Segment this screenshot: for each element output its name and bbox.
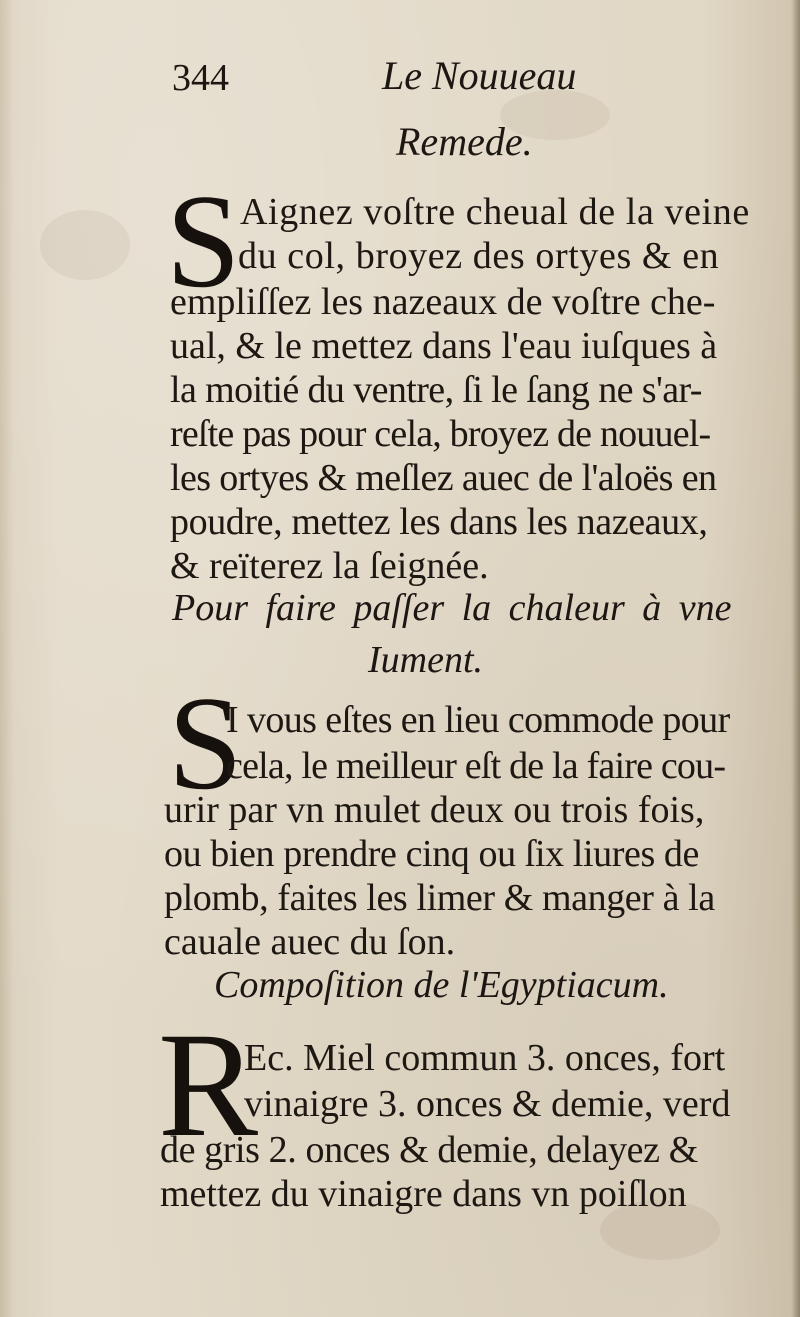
text-line: empliſſez les nazeaux de voſtre che- — [170, 281, 716, 323]
text-line: du col, broyez des ortyes & en — [238, 235, 720, 277]
page-edge-shadow — [792, 0, 800, 1317]
text-line: poudre, mettez les dans les nazeaux, — [170, 501, 708, 543]
text-line: la moitié du ventre, ſi le ſang ne s'ar- — [170, 369, 702, 411]
text-line: les ortyes & meſlez auec de l'aloës en — [170, 457, 717, 499]
section-heading-continued: Iument. — [368, 639, 484, 681]
section-heading: Remede. — [396, 119, 533, 164]
drop-cap: S — [166, 167, 241, 315]
text-line: cela, le meilleur eſt de la faire cou- — [226, 745, 726, 787]
drop-cap: S — [168, 669, 243, 817]
text-line: ou bien prendre cinq ou ſix liures de — [164, 833, 699, 875]
text-line: ual, & le mettez dans l'eau iuſques à — [170, 325, 718, 367]
text-line: de gris 2. onces & demie, delayez & — [160, 1129, 698, 1171]
text-line: Ec. Miel commun 3. onces, fort — [244, 1037, 726, 1079]
text-line: vinaigre 3. onces & demie, verd — [244, 1083, 731, 1125]
running-title: Le Nouueau — [382, 53, 577, 98]
text-line: Aignez voſtre cheual de la veine — [240, 191, 750, 233]
text-line: I vous eſtes en lieu commode pour — [226, 699, 730, 741]
section-heading: Compoſition de l'Egyptiacum. — [214, 964, 669, 1006]
page-number: 344 — [172, 57, 229, 99]
text-line: urir par vn mulet deux ou trois fois, — [164, 789, 705, 831]
text-line: cauale auec du ſon. — [164, 921, 456, 963]
paper-stain — [40, 210, 130, 280]
text-line: & reïterez la ſeignée. — [170, 545, 489, 587]
drop-cap: R — [158, 1002, 259, 1168]
text-line: plomb, faites les limer & manger à la — [164, 877, 715, 919]
page-header — [160, 48, 760, 108]
text-line: reſte pas pour cela, broyez de nouuel- — [170, 413, 711, 455]
section-heading: Pour faire paſſer la chaleur à vne — [172, 587, 732, 629]
text-line: mettez du vinaigre dans vn poiſlon — [160, 1173, 687, 1215]
